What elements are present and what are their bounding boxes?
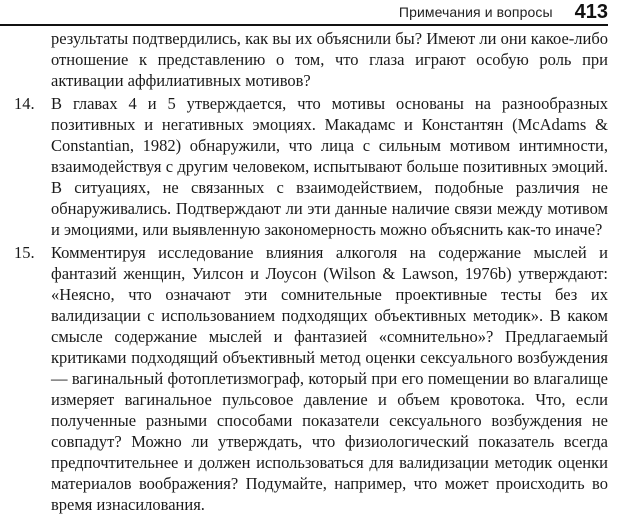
- question-text: В главах 4 и 5 утверждается, что мотивы основаны на разнообразных позитивных и негативных эмоциях. Макадамс и Константян (McAdams & Constantian, 1982) обнаружили, что лица с сильным мотивом интимности, взаимодействуя с другим человеком, испытывают больше позитивных эмоций. В ситуациях, не связанных с взаимодействием, подобные различия не обнаруживались. Подтверждают ли эти данные наличие связи между мотивом и эмоциями, или выявленную закономерность можно объяснить как-то иначе?: [51, 94, 608, 239]
- question-text: Комментируя исследование влияния алкоголя на содержание мыслей и фантазий женщин, Уилсон и Лоусон (Wilson & Lawson, 1976b) утверждают: «Неясно, что означают эти сомнительные проективные тесты без их валидизации с использованием подходящих объективных методик». В каком смысле содержание мыслей и фантазией «сомнительно»? Предлагаемый критиками подходящий объективный метод оценки сексуального возбуждения — вагинальный фотоплетизмограф, который при его помещении во влагалище измеряет вагинальное пульсовое давление и объем кровотока. Что, если полученные разными способами показатели сексуального возбуждения не совпадут? Можно ли утверждать, что физиологический показатель всегда предпочтительнее и должен использоваться для валидизации методик оценки материалов воображения? Подумайте, например, что может происходить во время изнасилования.: [51, 243, 608, 514]
- question-item-15: [14, 242, 608, 515]
- question-number: 14.: [14, 94, 35, 113]
- running-header: [0, 0, 608, 26]
- question-number: 15.: [14, 243, 35, 262]
- body-text: [14, 28, 608, 515]
- question-item-14: [14, 93, 608, 240]
- page-number: 413: [574, 0, 608, 23]
- continued-paragraph: результаты подтвердились, как вы их объяснили бы? Имеют ли они какое-либо отношение к представлению о том, что глаза играют особую роль при активации аффилиативных мотивов?: [51, 29, 608, 90]
- running-header-title: Примечания и вопросы: [398, 4, 553, 20]
